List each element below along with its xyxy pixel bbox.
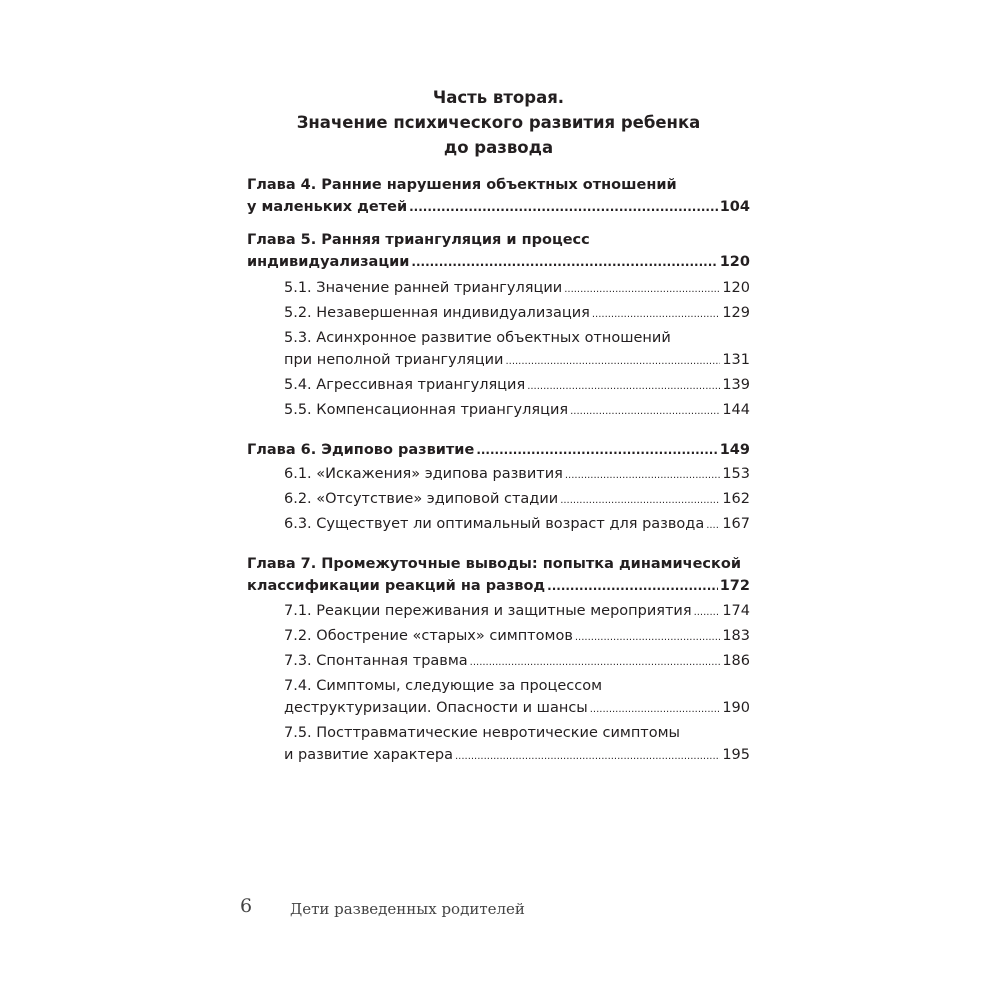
toc-entry-text: деструктуризации. Опасности и шансы xyxy=(284,700,588,716)
dot-leader xyxy=(409,196,718,218)
page-number: 6 xyxy=(240,895,253,917)
toc-page-number: 104 xyxy=(719,199,750,215)
toc-entry-text: 5.1. Значение ранней триангуляции xyxy=(284,280,563,296)
dot-leader xyxy=(527,374,720,398)
toc-entry-line xyxy=(284,463,750,485)
toc-entry-line xyxy=(247,553,750,575)
toc-entry-line xyxy=(284,374,750,396)
dot-leader xyxy=(560,488,720,512)
toc-entry-text: Глава 4. Ранние нарушения объектных отношений xyxy=(247,177,677,193)
toc-entry-line xyxy=(284,625,750,647)
dot-leader xyxy=(505,349,720,373)
dot-leader xyxy=(411,251,717,273)
toc-section-entry xyxy=(284,302,750,324)
toc-entry-text: индивидуализации xyxy=(247,254,410,270)
part-title-line: до развода xyxy=(443,138,554,157)
running-title: Дети разведенных родителей xyxy=(290,900,525,918)
toc-entry-line xyxy=(284,697,750,719)
toc-section-entry xyxy=(284,675,750,719)
toc-entry-text: Глава 7. Промежуточные выводы: попытка динамической xyxy=(247,556,741,572)
toc-entry-line xyxy=(247,575,750,597)
toc-entry-text: 7.3. Спонтанная травма xyxy=(284,653,468,669)
toc-entry-text: 7.5. Посттравматические невротические симптомы xyxy=(284,725,681,741)
toc-page-number: 144 xyxy=(722,402,750,418)
toc-page-number: 149 xyxy=(719,442,750,458)
toc-entry-line xyxy=(284,650,750,672)
toc-page-number: 190 xyxy=(722,700,750,716)
toc-section-entry xyxy=(284,327,750,371)
toc-entry-text: при неполной триангуляции xyxy=(284,352,504,368)
part-title-line: Часть вторая. xyxy=(432,88,565,107)
toc-chapter-entry xyxy=(247,553,750,597)
dot-leader xyxy=(564,277,720,301)
toc-section-entry xyxy=(284,463,750,485)
dot-leader xyxy=(570,399,720,423)
toc-page-number: 120 xyxy=(722,280,750,296)
toc-entry-line xyxy=(247,251,750,273)
toc-entry-text: 6.3. Существует ли оптимальный возраст для развода xyxy=(284,516,705,532)
toc-section-entry xyxy=(284,488,750,510)
toc-entry-line xyxy=(284,675,750,697)
toc-section-entry xyxy=(284,374,750,396)
toc-entry-line xyxy=(247,174,750,196)
toc-page-number: 129 xyxy=(722,305,750,321)
toc-section-entry xyxy=(284,399,750,421)
part-title-line: Значение психического развития ребенка xyxy=(296,113,701,132)
toc-entry-text: 5.2. Незавершенная индивидуализация xyxy=(284,305,590,321)
toc-page-number: 153 xyxy=(722,466,750,482)
toc-entry-line xyxy=(284,327,750,349)
toc-page-number: 195 xyxy=(722,747,750,763)
toc-entry-line xyxy=(284,302,750,324)
toc-entry-line xyxy=(284,513,750,535)
toc-page-number: 120 xyxy=(719,254,750,270)
dot-leader xyxy=(470,650,721,674)
toc-page-number: 174 xyxy=(722,603,750,619)
toc-section-entry xyxy=(284,277,750,299)
toc-entry-text: 5.4. Агрессивная триангуляция xyxy=(284,377,526,393)
toc-section-entry xyxy=(284,650,750,672)
toc-page-number: 172 xyxy=(719,578,750,594)
toc-chapter-entry xyxy=(247,229,750,273)
toc-section-entry xyxy=(284,625,750,647)
dot-leader xyxy=(706,513,720,537)
toc-page-number: 131 xyxy=(722,352,750,368)
toc-section-entry xyxy=(284,722,750,766)
toc-section-entry xyxy=(284,600,750,622)
toc-page-number: 186 xyxy=(722,653,750,669)
toc-entry-line xyxy=(247,229,750,251)
toc-entry-line xyxy=(284,744,750,766)
toc-entry-line xyxy=(284,600,750,622)
toc-entry-text: 6.2. «Отсутствие» эдиповой стадии xyxy=(284,491,559,507)
dot-leader xyxy=(455,744,720,768)
dot-leader xyxy=(575,625,720,649)
dot-leader xyxy=(565,463,720,487)
toc-chapter-entry xyxy=(247,174,750,218)
toc-page-number: 167 xyxy=(722,516,750,532)
toc-entry-line xyxy=(284,722,750,744)
toc-entry-line xyxy=(247,439,750,461)
dot-leader xyxy=(590,697,721,721)
dot-leader xyxy=(694,600,721,624)
toc-page-number: 139 xyxy=(722,377,750,393)
toc-page-number: 183 xyxy=(722,628,750,644)
toc-entry-text: Глава 5. Ранняя триангуляция и процесс xyxy=(247,232,590,248)
dot-leader xyxy=(592,302,720,326)
toc-entry-text: и развитие характера xyxy=(284,747,453,763)
toc-entry-text: 7.4. Симптомы, следующие за процессом xyxy=(284,678,603,694)
toc-entry-text: 5.5. Компенсационная триангуляция xyxy=(284,402,569,418)
toc-entry-text: у маленьких детей xyxy=(247,199,408,215)
toc-entry-line xyxy=(284,349,750,371)
toc-entry-line xyxy=(284,277,750,299)
dot-leader xyxy=(476,439,717,461)
toc-entry-text: 7.1. Реакции переживания и защитные мероприятия xyxy=(284,603,692,619)
toc-entry-line xyxy=(284,399,750,421)
toc-section-entry xyxy=(284,513,750,535)
toc-entry-line xyxy=(247,196,750,218)
toc-page-number: 162 xyxy=(722,491,750,507)
toc-entry-text: 6.1. «Искажения» эдипова развития xyxy=(284,466,563,482)
toc-entry-line xyxy=(284,488,750,510)
dot-leader xyxy=(547,575,718,597)
toc-entry-text: 5.3. Асинхронное развитие объектных отношений xyxy=(284,330,671,346)
toc-entry-text: 7.2. Обострение «старых» симптомов xyxy=(284,628,573,644)
toc-entry-text: классификации реакций на развод xyxy=(247,578,546,594)
toc-entry-text: Глава 6. Эдипово развитие xyxy=(247,442,475,458)
toc-chapter-entry xyxy=(247,439,750,461)
